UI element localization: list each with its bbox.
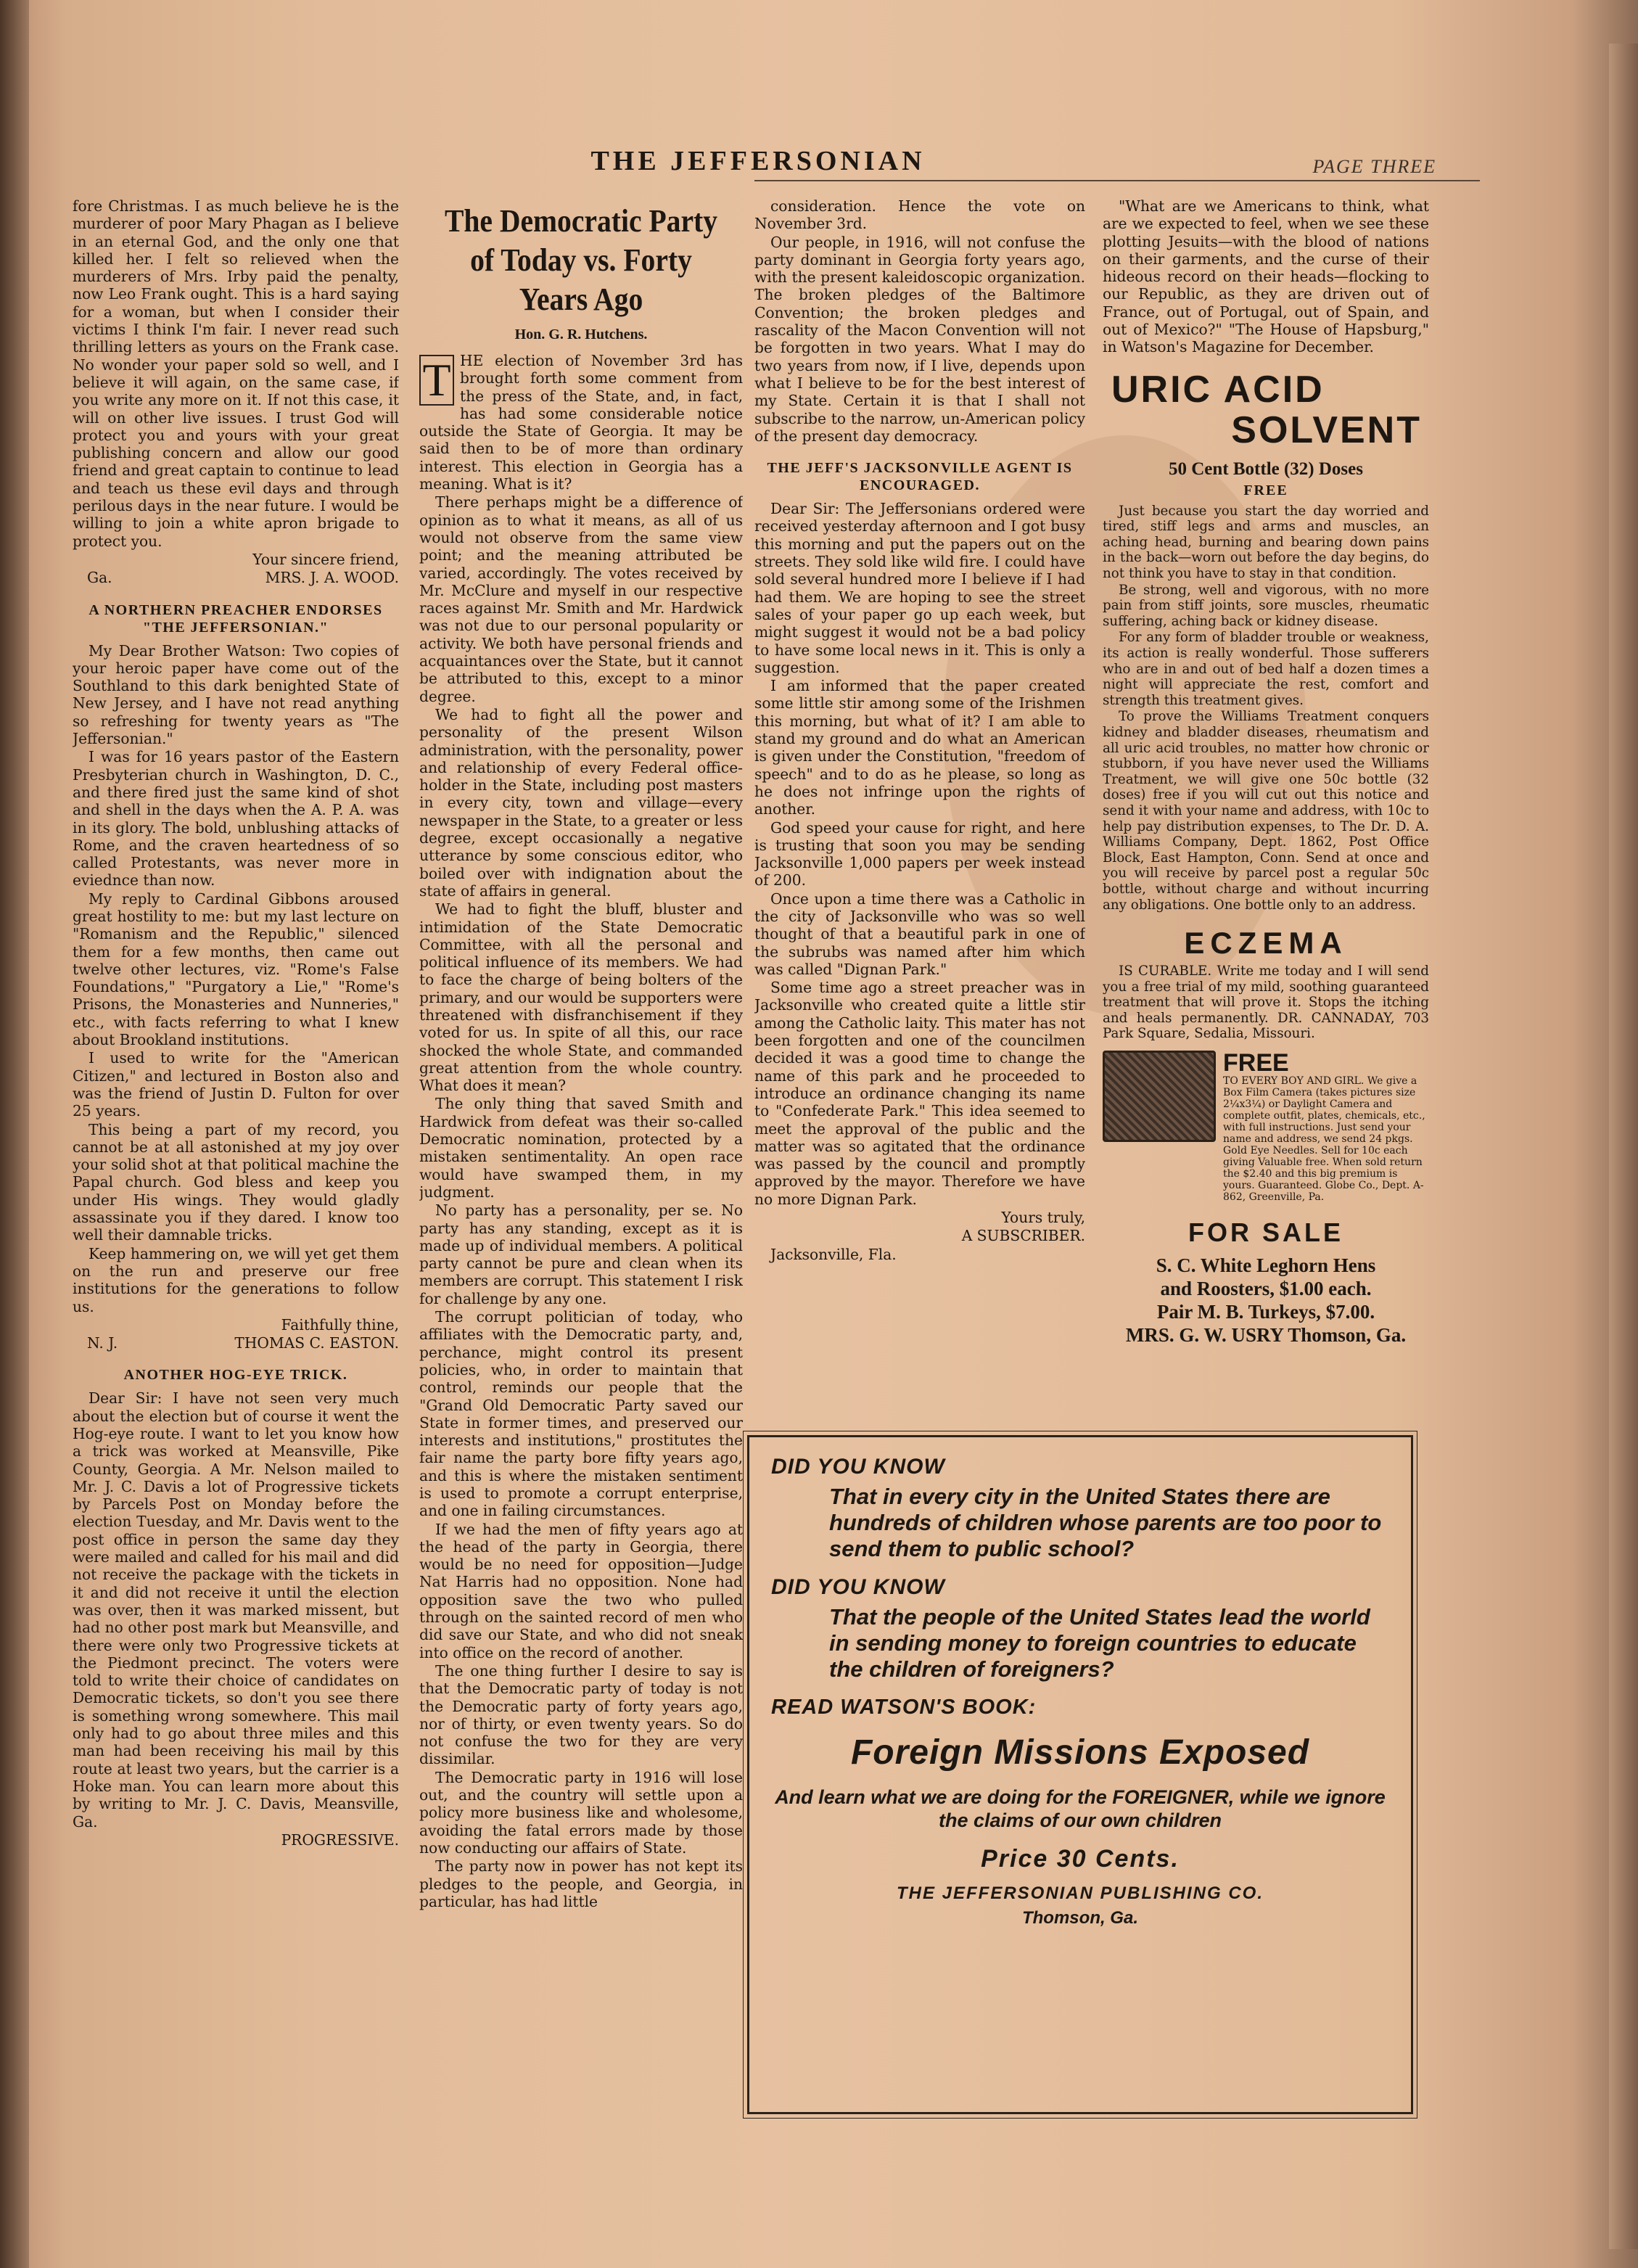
article-continuation: consideration. Hence the vote on November 3rd. <box>754 197 1085 233</box>
column-4: "What are we Americans to think, what are we expected to feel, when we see these plotting Jesuits—with the blood of nations on their garments, and the curse of their hideous record on their heads—flocking to our Republic, as they are driven out of France, out of Portugal, out of Spain, and out of Mexico?" "The House of Hapsburg," in Watson's Magazine for December. URIC ACID SOLVENT 50 Cent Bottle (32) Doses FREE Just because you start the day worried and tired, stiff legs and arms and muscles, an aching head, burning and bearing down pains in the back—worn out before the day begins, do not think you have to stay in that condition. Be strong, well and vigorous, with no more pain from stiff joints, sore muscles, rheumatic suffering, aching back or kidney disease. For any form of bladder trouble or weakness, its action is really wonderful. Those sufferers who are in and out of bed half a dozen times a night will appreciate the rest, comfort and strength this treatment gives. To prove the Williams Treatment conquers kidney and bladder diseases, rheumatism and all uric acid troubles, no matter how chronic or stubborn, if you have never used the Williams Treatment, we will give one 50c bottle (32 doses) free if you will cut out this notice and send it with your name and address, with 10c to help pay distribution expenses, to The Dr. D. A. Williams Company, Dept. 1862, Post Office Block, East Hampton, Conn. Send at once and you will receive by parcel post a regular 50c bottle, without charge and without incurring any obligations. One bottle only to an address. ECZEMA IS CURABLE. Write me today and I will send you a free trial of my mild, soothing guaranteed treatment that will prove it. Stops the itching and heals permanently. DR. CANNADAY, 703 Park Square, Sedalia, Missouri. FREE TO EVERY BOY AND GIRL. We give a Box Film Camera (takes pictures size 2¼x3¼) or Daylight Camera and complete outfit, plates, chemicals, etc., with full instructions. Just send your name and address, we send 24 pkgs. Gold Eye Needles. Sell for 10c each giving Valuable free. When sold return the $2.40 and this big premium is yours. Guaranteed. Globe Co., Dept. A-862, Greenville, Pa. FOR SALE S. C. White Leghorn Hens and Roosters, $1.00 each. Pair M. B. Turkeys, $7.00. MRS. G. W. USRY Thomson, Ga. <box>1103 197 1429 1347</box>
letter-easton: My Dear Brother Watson: Two copies of your heroic paper have come out of the Southland to this dark benighted State of New Jersey, and I have not read anything so refreshing for twenty years as "The Jeffersonian." I was for 16 years pastor of the Eastern Presbyterian church in Washington, D. C., and there fired just the same kind of shot and shell in the days when the A. P. A. was in its glory. The bold, unblushing attacks of Rome, and the craven heartedness of so called Protestants, was never more in eviednce than now. My reply to Cardinal Gibbons aroused great hostility to me: but my last lecture on "Romanism and the Republic," silenced them for a few months, then came out twelve other lectures, viz. "Rome's False Foundations," "Purgatory a Lie," "Rome's Prisons, the Monasteries and Nunneries," etc., with facts referring to what I knew about Brookland institutions. I used to write for the "American Citizen," and lectured in Boston also and was the friend of Justin D. Fulton for over 25 years. This being a part of my record, you cannot be at all astonished at my joy over your solid shot at that political machine the Papal church. God bless and keep you under His wings. They would gladly assassinate you if they dared. I know too well their damnable tricks. Keep hammering on, we will yet get them on the run and preserve our free institutions for the generations to follow us. Faithfully thine, N. J. THOMAS C. EASTON. <box>73 641 399 1352</box>
eczema-ad-body: IS CURABLE. Write me today and I will send you a free trial of my mild, soothing guaranteed treatment that will prove it. Stops the itching and heals permanently. DR. CANNADAY, 703 Park Square, Sedalia, Missouri. <box>1103 964 1429 1042</box>
letter-progressive: Dear Sir: I have not seen very much about the election but of course it went the Hog-eye route. I want to let you know how a trick was worked at Meansville, Pike County, Georgia. A Mr. Nelson mailed to Mr. J. C. Davis a lot of Progressive tickets by Parcels Post on Monday before the election Tuesday, and Mr. Davis went to the post office in person the same day they were mailed and called for his mail and did not receive the package with the tickets in it and did not receive it until the election was over, then it was marked missent, but had no other post mark but Meansville, and there were only two Progressive tickets at the Piedmont precinct. The voters were told to write their choice of candidates on Democratic tickets, so don't you see there is something wrong somewhere. This mail only had to go about three miles and this man had been receiving his mail by this route at least two years, but the carrier is a Hoke man. You can learn more about this by writing to Mr. J. C. Davis, Meansville, Ga. PROGRESSIVE. <box>73 1389 399 1849</box>
page-number: PAGE THREE <box>1312 156 1436 177</box>
uric-acid-ad-body: Just because you start the day worried and tired, stiff legs and arms and muscles, an aching head, burning and bearing down pains in the back—worn out before the day begins, do not think you have to stay in that condition. Be strong, well and vigorous, with no more pain from stiff joints, sore muscles, rheumatic suffering, aching back or kidney disease. For any form of bladder trouble or weakness, its action is really wonderful. Those sufferers who are in and out of bed half a dozen times a night will appreciate the rest, comfort and strength this treatment gives. To prove the Williams Treatment conquers kidney and bladder diseases, rheumatism and all uric acid troubles, no matter how chronic or stubborn, if you have never used the Williams Treatment, we will give one 50c bottle (32 doses) free if you will cut out this notice and send it with your name and address, with 10c to help pay distribution expenses, to The Dr. D. A. Williams Company, Dept. 1862, Post Office Block, East Hampton, Conn. Send at once and you will receive by parcel post a regular 50c bottle, without charge and without incurring any obligations. One bottle only to an address. <box>1103 503 1429 913</box>
drop-cap: T <box>419 355 454 406</box>
column-3: consideration. Hence the vote on November 3rd. Our people, in 1916, will not confuse the party dominant in Georgia forty years ago, with the present kaleidoscopic organization. The broken pledges of the Baltimore Convention; the broken pledges and rascality of the Macon Convention will not be forgotten in two years. What I may do two years from now, if I live, depends upon what I believe to be for the best interest of my State. Certain it is that I shall not subscribe to the narrow, un-American policy of the present day democracy. THE JEFF'S JACKSONVILLE AGENT IS ENCOURAGED. Dear Sir: The Jeffersonians ordered were received yesterday afternoon and I got busy this morning and put the papers out on the streets. They sold like wild fire. I could have sold several hundred more I believe if I had had them. We are hoping to see the street sales of your paper go up each week, but might suggest it would not be a bad policy to have some local news in it. This is only a suggestion. I am informed that the paper created some little stir among some of the Irishmen this morning, but what of it? I am able to stand my ground and do what an American is given under the Constitution, "freedom of speech" and to do as he please, so long as he does not infringe upon the rights of another. God speed your cause for right, and here is trusting that soon you may be sending Jacksonville 1,000 papers per week instead of 200. Once upon a time there was a Catholic in the city of Jacksonville who was so well thought of that a beautiful park in one of the subrubs was named after him which was called "Dignan Park." Some time ago a street preacher was in Jacksonville who created quite a little stir among the Catholic laity. This mater has not been forgotten and one of the councilmen decided it was a good time to change the name of this park and he proceeded to introduce an ordinance changing its name to "Confederate Park." This idea seemed to meet the approval of the public and the matter was so agitated that the ordinance was passed by the council and promptly approved by the mayor. Therefore we have no more Dignan Park. Yours truly, A SUBSCRIBER. Jacksonville, Fla. <box>754 197 1085 1263</box>
camera-image-icon <box>1103 1051 1216 1142</box>
watson-quote: "What are we Americans to think, what are we expected to feel, when we see these plotting Jesuits—with the blood of nations on their garments, and the curse of their hideous record on their heads—flocking to our Republic, as they are driven out of France, out of Portugal, out of Spain, and out of Mexico?" "The House of Hapsburg," in Watson's Magazine for December. <box>1103 197 1429 356</box>
article-byline: Hon. G. R. Hutchens. <box>514 326 648 342</box>
for-sale-title: FOR SALE <box>1188 1217 1343 1248</box>
book-title: Foreign Missions Exposed <box>850 1733 1310 1772</box>
free-camera-ad: FREE TO EVERY BOY AND GIRL. We give a Box Film Camera (takes pictures size 2¼x3¼) or Daylight Camera and complete outfit, plates, chemicals, etc., with full instructions. Just send your name and address, we send 24 pkgs. Gold Eye Needles. Sell for 10c each giving Valuable free. When sold return the $2.40 and this big premium is yours. Guaranteed. Globe Co., Dept. A-862, Greenville, Pa. <box>1103 1051 1429 1203</box>
masthead-title: THE JEFFERSONIAN <box>590 146 926 176</box>
header-rule <box>754 180 1480 181</box>
foreign-missions-ad: DID YOU KNOW That in every city in the United States there are hundreds of children whose parents are too poor to send them to public school? DID YOU KNOW That the people of the United States lead the world in sending money to foreign countries to educate the children of foreigners? READ WATSON'S BOOK: Foreign Missions Exposed And learn what we are doing for the FOREIGNER, while we ignore the claims of our own children Price 30 Cents. THE JEFFERSONIAN PUBLISHING CO. Thomson, Ga. <box>747 1435 1413 2114</box>
eczema-ad-title: ECZEMA <box>1184 926 1348 961</box>
column-1 <box>73 197 399 2069</box>
page-edge <box>1609 44 1638 2249</box>
uric-acid-ad-title: URIC ACID <box>1111 368 1325 411</box>
letter-wood: fore Christmas. I as much believe he is the murderer of poor Mary Phagan as I believe in an eternal God, and the only one that killed her. I felt so relieved when the murderers of Mrs. Irby paid the penalty, now Leo Frank ought. This is a hard saying for a woman, but when I consider their victims I think I'm fair. I never read such thrilling letters as yours on the Frank case. No wonder your paper sold so well, and I believe it will again, on the same case, if you write any more on it. If not this case, it will on other live issues. I trust God will protect you and yours with your great publishing concern and allow our good friend and great captain to continue to lead and teach us these evil days and through perilous days in the near future. I would be willing to join a white apron brigade to protect you. Your sincere friend, Ga. MRS. J. A. WOOD. <box>73 197 399 587</box>
binding-gutter <box>0 0 29 2268</box>
article-lead: T HE election of November 3rd has brought forth some comment from the press of the State, and, in fact, has had some considerable notice outside the State of Georgia. It may be said then to be of more than ordinary interest. This election in Georgia has a meaning. What is it? <box>419 352 743 493</box>
article-heading-jacksonville: THE JEFF'S JACKSONVILLE AGENT IS ENCOURAGED. <box>767 460 1073 494</box>
article-headline: The Democratic Party of Today vs. Forty Years Ago <box>444 203 718 317</box>
article-heading-northern-preacher: A NORTHERN PREACHER ENDORSES "THE JEFFERSONIAN." <box>89 601 383 636</box>
article-heading-hog-eye: ANOTHER HOG-EYE TRICK. <box>123 1367 348 1384</box>
column-2: The Democratic Party of Today vs. Forty Years Ago Hon. G. R. Hutchens. T HE election of November 3rd has brought forth some comment from the press of the State, and, in fact, has had some considerable notice outside the State of Georgia. It may be said then to be of more than ordinary interest. This election in Georgia has a meaning. What is it? There perhaps might be a difference of opinion as to what it means, as all of us would not observe from the same view point; and the meaning attributed be varied, accordingly. The votes received by Mr. McClure and myself in our respective races against Mr. Smith and Mr. Hardwick was not due to our personal popularity or activity. We both have personal friends and acquaintances over the State, but it cannot be attributed to this, except to a minor degree. We had to fight all the power and personality of the present Wilson administration, with the personality, power and relationship of every Federal office-holder in the State, including post masters in every city, town and village—every newspaper in the State, to a greater or less degree, except occasionally a negative utterance by some conscious editor, who boiled over with indignation about the state of affairs in general. We had to fight the bluff, bluster and intimidation of the State Democratic Committee, with all the personal and political influence of its members. We had to face the charge of being bolters of the primary, and our would be supporters were threatened with disfranchisement if they voted for us. In spite of all this, our race shocked the whole State, and commanded great attention from the whole country. What does it mean? The only thing that saved Smith and Hardwick from defeat was their so-called Democratic nomination, protected by a mistaken sentimentality. An open race would have swamped them, in my judgment. No party has a personality, per se. No party has any standing, except as it is made up of individual members. A political party cannot be pure and clean when its members are corrupt. This statement I risk for challenge by any one. The corrupt politician of today, who affiliates with the Democratic party, and, perchance, might control its present policies, who, in order to maintain that control, reminds our people that the "Grand Old Democratic Party saved our State in former times, and preserved our interests and institutions," prostitutes the fair name the party bore fifty years ago, and this is where the mistaken sentiment is used to promote a corrupt enterprise, and one in failing circumstances. If we had the men of fifty years ago at the head of the party in Georgia, there would be no need for opposition—Judge Nat Harris had no opposition. None had opposition save the two who pulled through on the sainted record of men who did save our State, and who did not sneak into office on the record of another. The one thing further I desire to say is that the Democratic party of today is not the Democratic party of forty years ago, nor of thirty, or even twenty years. So do not confuse the two for they are very dissimilar. The Democratic party in 1916 will lose out, and the country will settle upon a policy more business like and wholesome, avoiding the fatal errors made by those now conducting our affairs of State. The party now in power has not kept its pledges to the people, and Georgia, in particular, has had little <box>419 203 743 1910</box>
